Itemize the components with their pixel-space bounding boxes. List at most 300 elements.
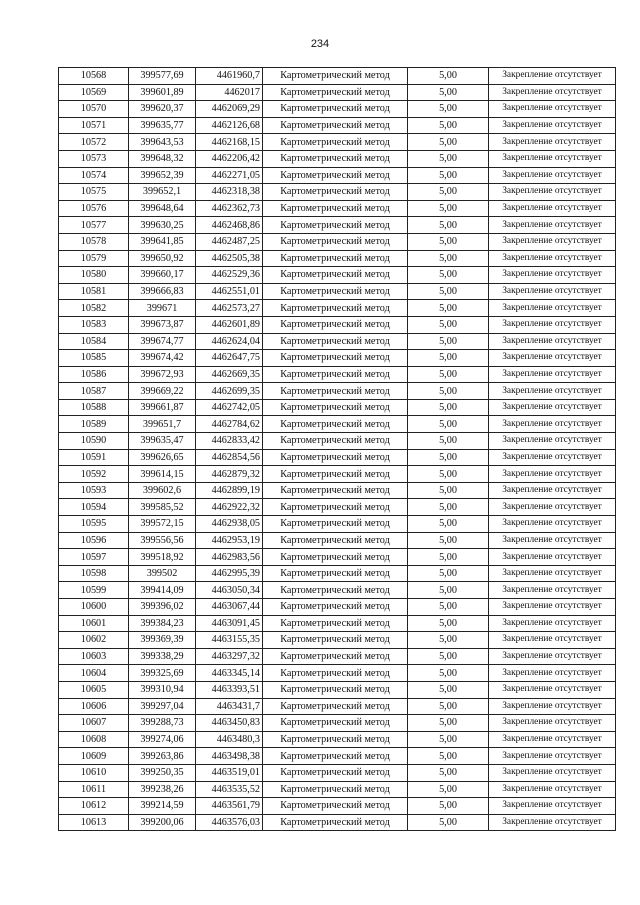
y-coordinate-cell: 4462206,42 bbox=[196, 150, 263, 167]
method-cell: Картометрический метод bbox=[263, 316, 408, 333]
accuracy-cell: 5,00 bbox=[408, 449, 489, 466]
y-coordinate-cell: 4463498,38 bbox=[196, 748, 263, 765]
accuracy-cell: 5,00 bbox=[408, 582, 489, 599]
y-coordinate-cell: 4461960,7 bbox=[196, 68, 263, 85]
fixation-cell: Закрепление отсутствует bbox=[489, 416, 616, 433]
x-coordinate-cell: 399630,25 bbox=[129, 217, 196, 234]
fixation-cell: Закрепление отсутствует bbox=[489, 599, 616, 616]
y-coordinate-cell: 4462468,86 bbox=[196, 217, 263, 234]
point-number-cell: 10607 bbox=[59, 715, 129, 732]
y-coordinate-cell: 4463431,7 bbox=[196, 698, 263, 715]
point-number-cell: 10576 bbox=[59, 200, 129, 217]
x-coordinate-cell: 399669,22 bbox=[129, 383, 196, 400]
fixation-cell: Закрепление отсутствует bbox=[489, 233, 616, 250]
x-coordinate-cell: 399641,85 bbox=[129, 233, 196, 250]
accuracy-cell: 5,00 bbox=[408, 731, 489, 748]
fixation-cell: Закрепление отсутствует bbox=[489, 433, 616, 450]
table-row bbox=[59, 233, 616, 250]
x-coordinate-cell: 399585,52 bbox=[129, 499, 196, 516]
y-coordinate-cell: 4462983,56 bbox=[196, 549, 263, 566]
fixation-cell: Закрепление отсутствует bbox=[489, 466, 616, 483]
fixation-cell: Закрепление отсутствует bbox=[489, 366, 616, 383]
table-row bbox=[59, 200, 616, 217]
method-cell: Картометрический метод bbox=[263, 582, 408, 599]
table-row bbox=[59, 565, 616, 582]
table-row bbox=[59, 665, 616, 682]
y-coordinate-cell: 4462487,25 bbox=[196, 233, 263, 250]
x-coordinate-cell: 399635,47 bbox=[129, 433, 196, 450]
table-row bbox=[59, 549, 616, 566]
x-coordinate-cell: 399577,69 bbox=[129, 68, 196, 85]
fixation-cell: Закрепление отсутствует bbox=[489, 632, 616, 649]
point-number-cell: 10586 bbox=[59, 366, 129, 383]
method-cell: Картометрический метод bbox=[263, 665, 408, 682]
table-row bbox=[59, 217, 616, 234]
y-coordinate-cell: 4463480,3 bbox=[196, 731, 263, 748]
method-cell: Картометрический метод bbox=[263, 233, 408, 250]
fixation-cell: Закрепление отсутствует bbox=[489, 399, 616, 416]
fixation-cell: Закрепление отсутствует bbox=[489, 715, 616, 732]
accuracy-cell: 5,00 bbox=[408, 150, 489, 167]
point-number-cell: 10605 bbox=[59, 681, 129, 698]
table-row bbox=[59, 433, 616, 450]
method-cell: Картометрический метод bbox=[263, 764, 408, 781]
fixation-cell: Закрепление отсутствует bbox=[489, 482, 616, 499]
accuracy-cell: 5,00 bbox=[408, 267, 489, 284]
x-coordinate-cell: 399200,06 bbox=[129, 814, 196, 831]
accuracy-cell: 5,00 bbox=[408, 250, 489, 267]
y-coordinate-cell: 4462742,05 bbox=[196, 399, 263, 416]
accuracy-cell: 5,00 bbox=[408, 333, 489, 350]
method-cell: Картометрический метод bbox=[263, 798, 408, 815]
table-row bbox=[59, 516, 616, 533]
method-cell: Картометрический метод bbox=[263, 532, 408, 549]
accuracy-cell: 5,00 bbox=[408, 764, 489, 781]
fixation-cell: Закрепление отсутствует bbox=[489, 532, 616, 549]
fixation-cell: Закрепление отсутствует bbox=[489, 200, 616, 217]
point-number-cell: 10579 bbox=[59, 250, 129, 267]
x-coordinate-cell: 399660,17 bbox=[129, 267, 196, 284]
y-coordinate-cell: 4462573,27 bbox=[196, 300, 263, 317]
table-row bbox=[59, 632, 616, 649]
x-coordinate-cell: 399310,94 bbox=[129, 681, 196, 698]
x-coordinate-cell: 399601,89 bbox=[129, 84, 196, 101]
method-cell: Картометрический метод bbox=[263, 466, 408, 483]
method-cell: Картометрический метод bbox=[263, 134, 408, 151]
accuracy-cell: 5,00 bbox=[408, 781, 489, 798]
fixation-cell: Закрепление отсутствует bbox=[489, 648, 616, 665]
point-number-cell: 10611 bbox=[59, 781, 129, 798]
y-coordinate-cell: 4462854,56 bbox=[196, 449, 263, 466]
table-row bbox=[59, 698, 616, 715]
x-coordinate-cell: 399263,86 bbox=[129, 748, 196, 765]
x-coordinate-cell: 399671 bbox=[129, 300, 196, 317]
x-coordinate-cell: 399325,69 bbox=[129, 665, 196, 682]
y-coordinate-cell: 4462922,32 bbox=[196, 499, 263, 516]
accuracy-cell: 5,00 bbox=[408, 565, 489, 582]
y-coordinate-cell: 4462529,36 bbox=[196, 267, 263, 284]
y-coordinate-cell: 4463067,44 bbox=[196, 599, 263, 616]
fixation-cell: Закрепление отсутствует bbox=[489, 117, 616, 134]
table-row bbox=[59, 499, 616, 516]
method-cell: Картометрический метод bbox=[263, 84, 408, 101]
fixation-cell: Закрепление отсутствует bbox=[489, 665, 616, 682]
point-number-cell: 10569 bbox=[59, 84, 129, 101]
accuracy-cell: 5,00 bbox=[408, 632, 489, 649]
fixation-cell: Закрепление отсутствует bbox=[489, 781, 616, 798]
x-coordinate-cell: 399288,73 bbox=[129, 715, 196, 732]
fixation-cell: Закрепление отсутствует bbox=[489, 565, 616, 582]
y-coordinate-cell: 4462669,35 bbox=[196, 366, 263, 383]
accuracy-cell: 5,00 bbox=[408, 516, 489, 533]
y-coordinate-cell: 4462069,29 bbox=[196, 101, 263, 118]
accuracy-cell: 5,00 bbox=[408, 665, 489, 682]
accuracy-cell: 5,00 bbox=[408, 416, 489, 433]
table-row bbox=[59, 599, 616, 616]
point-number-cell: 10606 bbox=[59, 698, 129, 715]
point-number-cell: 10602 bbox=[59, 632, 129, 649]
method-cell: Картометрический метод bbox=[263, 383, 408, 400]
accuracy-cell: 5,00 bbox=[408, 167, 489, 184]
point-number-cell: 10598 bbox=[59, 565, 129, 582]
table-row bbox=[59, 250, 616, 267]
table-row bbox=[59, 383, 616, 400]
y-coordinate-cell: 4463393,51 bbox=[196, 681, 263, 698]
y-coordinate-cell: 4462699,35 bbox=[196, 383, 263, 400]
method-cell: Картометрический метод bbox=[263, 615, 408, 632]
fixation-cell: Закрепление отсутствует bbox=[489, 184, 616, 201]
y-coordinate-cell: 4462833,42 bbox=[196, 433, 263, 450]
fixation-cell: Закрепление отсутствует bbox=[489, 499, 616, 516]
point-number-cell: 10584 bbox=[59, 333, 129, 350]
y-coordinate-cell: 4463450,83 bbox=[196, 715, 263, 732]
x-coordinate-cell: 399274,06 bbox=[129, 731, 196, 748]
table-row bbox=[59, 416, 616, 433]
fixation-cell: Закрепление отсутствует bbox=[489, 250, 616, 267]
accuracy-cell: 5,00 bbox=[408, 499, 489, 516]
x-coordinate-cell: 399666,83 bbox=[129, 283, 196, 300]
y-coordinate-cell: 4463050,34 bbox=[196, 582, 263, 599]
x-coordinate-cell: 399635,77 bbox=[129, 117, 196, 134]
y-coordinate-cell: 4462017 bbox=[196, 84, 263, 101]
y-coordinate-cell: 4463561,79 bbox=[196, 798, 263, 815]
y-coordinate-cell: 4462318,38 bbox=[196, 184, 263, 201]
fixation-cell: Закрепление отсутствует bbox=[489, 449, 616, 466]
method-cell: Картометрический метод bbox=[263, 300, 408, 317]
table-row bbox=[59, 267, 616, 284]
method-cell: Картометрический метод bbox=[263, 814, 408, 831]
x-coordinate-cell: 399672,93 bbox=[129, 366, 196, 383]
method-cell: Картометрический метод bbox=[263, 781, 408, 798]
accuracy-cell: 5,00 bbox=[408, 134, 489, 151]
method-cell: Картометрический метод bbox=[263, 748, 408, 765]
point-number-cell: 10577 bbox=[59, 217, 129, 234]
accuracy-cell: 5,00 bbox=[408, 615, 489, 632]
x-coordinate-cell: 399674,77 bbox=[129, 333, 196, 350]
x-coordinate-cell: 399673,87 bbox=[129, 316, 196, 333]
point-number-cell: 10589 bbox=[59, 416, 129, 433]
point-number-cell: 10596 bbox=[59, 532, 129, 549]
coordinates-table bbox=[58, 67, 616, 831]
table-row bbox=[59, 350, 616, 367]
accuracy-cell: 5,00 bbox=[408, 798, 489, 815]
fixation-cell: Закрепление отсутствует bbox=[489, 167, 616, 184]
accuracy-cell: 5,00 bbox=[408, 648, 489, 665]
y-coordinate-cell: 4462551,01 bbox=[196, 283, 263, 300]
method-cell: Картометрический метод bbox=[263, 150, 408, 167]
method-cell: Картометрический метод bbox=[263, 698, 408, 715]
table-row bbox=[59, 399, 616, 416]
x-coordinate-cell: 399626,65 bbox=[129, 449, 196, 466]
x-coordinate-cell: 399650,92 bbox=[129, 250, 196, 267]
method-cell: Картометрический метод bbox=[263, 433, 408, 450]
accuracy-cell: 5,00 bbox=[408, 383, 489, 400]
fixation-cell: Закрепление отсутствует bbox=[489, 764, 616, 781]
accuracy-cell: 5,00 bbox=[408, 200, 489, 217]
y-coordinate-cell: 4462938,05 bbox=[196, 516, 263, 533]
x-coordinate-cell: 399369,39 bbox=[129, 632, 196, 649]
table-row bbox=[59, 582, 616, 599]
x-coordinate-cell: 399414,09 bbox=[129, 582, 196, 599]
x-coordinate-cell: 399338,29 bbox=[129, 648, 196, 665]
x-coordinate-cell: 399643,53 bbox=[129, 134, 196, 151]
method-cell: Картометрический метод bbox=[263, 416, 408, 433]
table-row bbox=[59, 84, 616, 101]
accuracy-cell: 5,00 bbox=[408, 366, 489, 383]
table-row bbox=[59, 648, 616, 665]
y-coordinate-cell: 4462126,68 bbox=[196, 117, 263, 134]
method-cell: Картометрический метод bbox=[263, 681, 408, 698]
fixation-cell: Закрепление отсутствует bbox=[489, 798, 616, 815]
table-row bbox=[59, 764, 616, 781]
y-coordinate-cell: 4463535,52 bbox=[196, 781, 263, 798]
point-number-cell: 10580 bbox=[59, 267, 129, 284]
fixation-cell: Закрепление отсутствует bbox=[489, 150, 616, 167]
table-row bbox=[59, 731, 616, 748]
point-number-cell: 10587 bbox=[59, 383, 129, 400]
fixation-cell: Закрепление отсутствует bbox=[489, 316, 616, 333]
accuracy-cell: 5,00 bbox=[408, 101, 489, 118]
fixation-cell: Закрепление отсутствует bbox=[489, 731, 616, 748]
method-cell: Картометрический метод bbox=[263, 101, 408, 118]
table-row bbox=[59, 68, 616, 85]
point-number-cell: 10599 bbox=[59, 582, 129, 599]
point-number-cell: 10583 bbox=[59, 316, 129, 333]
y-coordinate-cell: 4462953,19 bbox=[196, 532, 263, 549]
y-coordinate-cell: 4462879,32 bbox=[196, 466, 263, 483]
page-number: 234 bbox=[310, 38, 330, 50]
method-cell: Картометрический метод bbox=[263, 565, 408, 582]
point-number-cell: 10591 bbox=[59, 449, 129, 466]
method-cell: Картометрический метод bbox=[263, 731, 408, 748]
method-cell: Картометрический метод bbox=[263, 366, 408, 383]
accuracy-cell: 5,00 bbox=[408, 532, 489, 549]
x-coordinate-cell: 399620,37 bbox=[129, 101, 196, 118]
point-number-cell: 10600 bbox=[59, 599, 129, 616]
point-number-cell: 10573 bbox=[59, 150, 129, 167]
point-number-cell: 10594 bbox=[59, 499, 129, 516]
point-number-cell: 10571 bbox=[59, 117, 129, 134]
method-cell: Картометрический метод bbox=[263, 516, 408, 533]
point-number-cell: 10609 bbox=[59, 748, 129, 765]
point-number-cell: 10590 bbox=[59, 433, 129, 450]
accuracy-cell: 5,00 bbox=[408, 117, 489, 134]
table-row bbox=[59, 316, 616, 333]
point-number-cell: 10593 bbox=[59, 482, 129, 499]
y-coordinate-cell: 4463519,01 bbox=[196, 764, 263, 781]
fixation-cell: Закрепление отсутствует bbox=[489, 217, 616, 234]
method-cell: Картометрический метод bbox=[263, 399, 408, 416]
fixation-cell: Закрепление отсутствует bbox=[489, 101, 616, 118]
table-row bbox=[59, 167, 616, 184]
point-number-cell: 10581 bbox=[59, 283, 129, 300]
point-number-cell: 10570 bbox=[59, 101, 129, 118]
x-coordinate-cell: 399396,02 bbox=[129, 599, 196, 616]
method-cell: Картометрический метод bbox=[263, 68, 408, 85]
fixation-cell: Закрепление отсутствует bbox=[489, 350, 616, 367]
x-coordinate-cell: 399572,15 bbox=[129, 516, 196, 533]
method-cell: Картометрический метод bbox=[263, 715, 408, 732]
point-number-cell: 10572 bbox=[59, 134, 129, 151]
accuracy-cell: 5,00 bbox=[408, 68, 489, 85]
point-number-cell: 10568 bbox=[59, 68, 129, 85]
point-number-cell: 10610 bbox=[59, 764, 129, 781]
method-cell: Картометрический метод bbox=[263, 117, 408, 134]
accuracy-cell: 5,00 bbox=[408, 599, 489, 616]
y-coordinate-cell: 4462362,73 bbox=[196, 200, 263, 217]
table-row bbox=[59, 117, 616, 134]
point-number-cell: 10578 bbox=[59, 233, 129, 250]
y-coordinate-cell: 4462784,62 bbox=[196, 416, 263, 433]
x-coordinate-cell: 399651,7 bbox=[129, 416, 196, 433]
x-coordinate-cell: 399652,1 bbox=[129, 184, 196, 201]
fixation-cell: Закрепление отсутствует bbox=[489, 516, 616, 533]
method-cell: Картометрический метод bbox=[263, 482, 408, 499]
accuracy-cell: 5,00 bbox=[408, 715, 489, 732]
x-coordinate-cell: 399384,23 bbox=[129, 615, 196, 632]
point-number-cell: 10592 bbox=[59, 466, 129, 483]
table-row bbox=[59, 333, 616, 350]
accuracy-cell: 5,00 bbox=[408, 184, 489, 201]
x-coordinate-cell: 399602,6 bbox=[129, 482, 196, 499]
accuracy-cell: 5,00 bbox=[408, 84, 489, 101]
y-coordinate-cell: 4463297,32 bbox=[196, 648, 263, 665]
fixation-cell: Закрепление отсутствует bbox=[489, 333, 616, 350]
fixation-cell: Закрепление отсутствует bbox=[489, 814, 616, 831]
fixation-cell: Закрепление отсутствует bbox=[489, 748, 616, 765]
fixation-cell: Закрепление отсутствует bbox=[489, 549, 616, 566]
point-number-cell: 10588 bbox=[59, 399, 129, 416]
method-cell: Картометрический метод bbox=[263, 549, 408, 566]
fixation-cell: Закрепление отсутствует bbox=[489, 383, 616, 400]
method-cell: Картометрический метод bbox=[263, 350, 408, 367]
method-cell: Картометрический метод bbox=[263, 267, 408, 284]
table-row bbox=[59, 715, 616, 732]
accuracy-cell: 5,00 bbox=[408, 300, 489, 317]
table-row bbox=[59, 781, 616, 798]
fixation-cell: Закрепление отсутствует bbox=[489, 283, 616, 300]
accuracy-cell: 5,00 bbox=[408, 350, 489, 367]
accuracy-cell: 5,00 bbox=[408, 233, 489, 250]
table-row bbox=[59, 615, 616, 632]
table-row bbox=[59, 101, 616, 118]
table-row bbox=[59, 449, 616, 466]
x-coordinate-cell: 399674,42 bbox=[129, 350, 196, 367]
x-coordinate-cell: 399652,39 bbox=[129, 167, 196, 184]
method-cell: Картометрический метод bbox=[263, 648, 408, 665]
table-row bbox=[59, 466, 616, 483]
x-coordinate-cell: 399214,59 bbox=[129, 798, 196, 815]
point-number-cell: 10585 bbox=[59, 350, 129, 367]
method-cell: Картометрический метод bbox=[263, 217, 408, 234]
method-cell: Картометрический метод bbox=[263, 200, 408, 217]
table-row bbox=[59, 748, 616, 765]
x-coordinate-cell: 399297,04 bbox=[129, 698, 196, 715]
accuracy-cell: 5,00 bbox=[408, 814, 489, 831]
point-number-cell: 10613 bbox=[59, 814, 129, 831]
y-coordinate-cell: 4463576,03 bbox=[196, 814, 263, 831]
point-number-cell: 10603 bbox=[59, 648, 129, 665]
method-cell: Картометрический метод bbox=[263, 599, 408, 616]
point-number-cell: 10604 bbox=[59, 665, 129, 682]
accuracy-cell: 5,00 bbox=[408, 466, 489, 483]
table-row bbox=[59, 300, 616, 317]
point-number-cell: 10574 bbox=[59, 167, 129, 184]
x-coordinate-cell: 399661,87 bbox=[129, 399, 196, 416]
table-row bbox=[59, 134, 616, 151]
method-cell: Картометрический метод bbox=[263, 184, 408, 201]
x-coordinate-cell: 399556,56 bbox=[129, 532, 196, 549]
accuracy-cell: 5,00 bbox=[408, 399, 489, 416]
y-coordinate-cell: 4462995,39 bbox=[196, 565, 263, 582]
accuracy-cell: 5,00 bbox=[408, 748, 489, 765]
accuracy-cell: 5,00 bbox=[408, 698, 489, 715]
table-row bbox=[59, 798, 616, 815]
fixation-cell: Закрепление отсутствует bbox=[489, 68, 616, 85]
y-coordinate-cell: 4462624,04 bbox=[196, 333, 263, 350]
y-coordinate-cell: 4463155,35 bbox=[196, 632, 263, 649]
table-body bbox=[59, 68, 616, 831]
point-number-cell: 10597 bbox=[59, 549, 129, 566]
x-coordinate-cell: 399518,92 bbox=[129, 549, 196, 566]
accuracy-cell: 5,00 bbox=[408, 316, 489, 333]
x-coordinate-cell: 399250,35 bbox=[129, 764, 196, 781]
fixation-cell: Закрепление отсутствует bbox=[489, 300, 616, 317]
accuracy-cell: 5,00 bbox=[408, 482, 489, 499]
method-cell: Картометрический метод bbox=[263, 250, 408, 267]
y-coordinate-cell: 4463091,45 bbox=[196, 615, 263, 632]
fixation-cell: Закрепление отсутствует bbox=[489, 134, 616, 151]
fixation-cell: Закрепление отсутствует bbox=[489, 582, 616, 599]
table-row bbox=[59, 681, 616, 698]
fixation-cell: Закрепление отсутствует bbox=[489, 615, 616, 632]
accuracy-cell: 5,00 bbox=[408, 283, 489, 300]
x-coordinate-cell: 399648,64 bbox=[129, 200, 196, 217]
method-cell: Картометрический метод bbox=[263, 167, 408, 184]
point-number-cell: 10601 bbox=[59, 615, 129, 632]
table-row bbox=[59, 532, 616, 549]
x-coordinate-cell: 399502 bbox=[129, 565, 196, 582]
method-cell: Картометрический метод bbox=[263, 632, 408, 649]
point-number-cell: 10575 bbox=[59, 184, 129, 201]
point-number-cell: 10595 bbox=[59, 516, 129, 533]
point-number-cell: 10582 bbox=[59, 300, 129, 317]
accuracy-cell: 5,00 bbox=[408, 681, 489, 698]
x-coordinate-cell: 399648,32 bbox=[129, 150, 196, 167]
method-cell: Картометрический метод bbox=[263, 449, 408, 466]
method-cell: Картометрический метод bbox=[263, 283, 408, 300]
x-coordinate-cell: 399614,15 bbox=[129, 466, 196, 483]
